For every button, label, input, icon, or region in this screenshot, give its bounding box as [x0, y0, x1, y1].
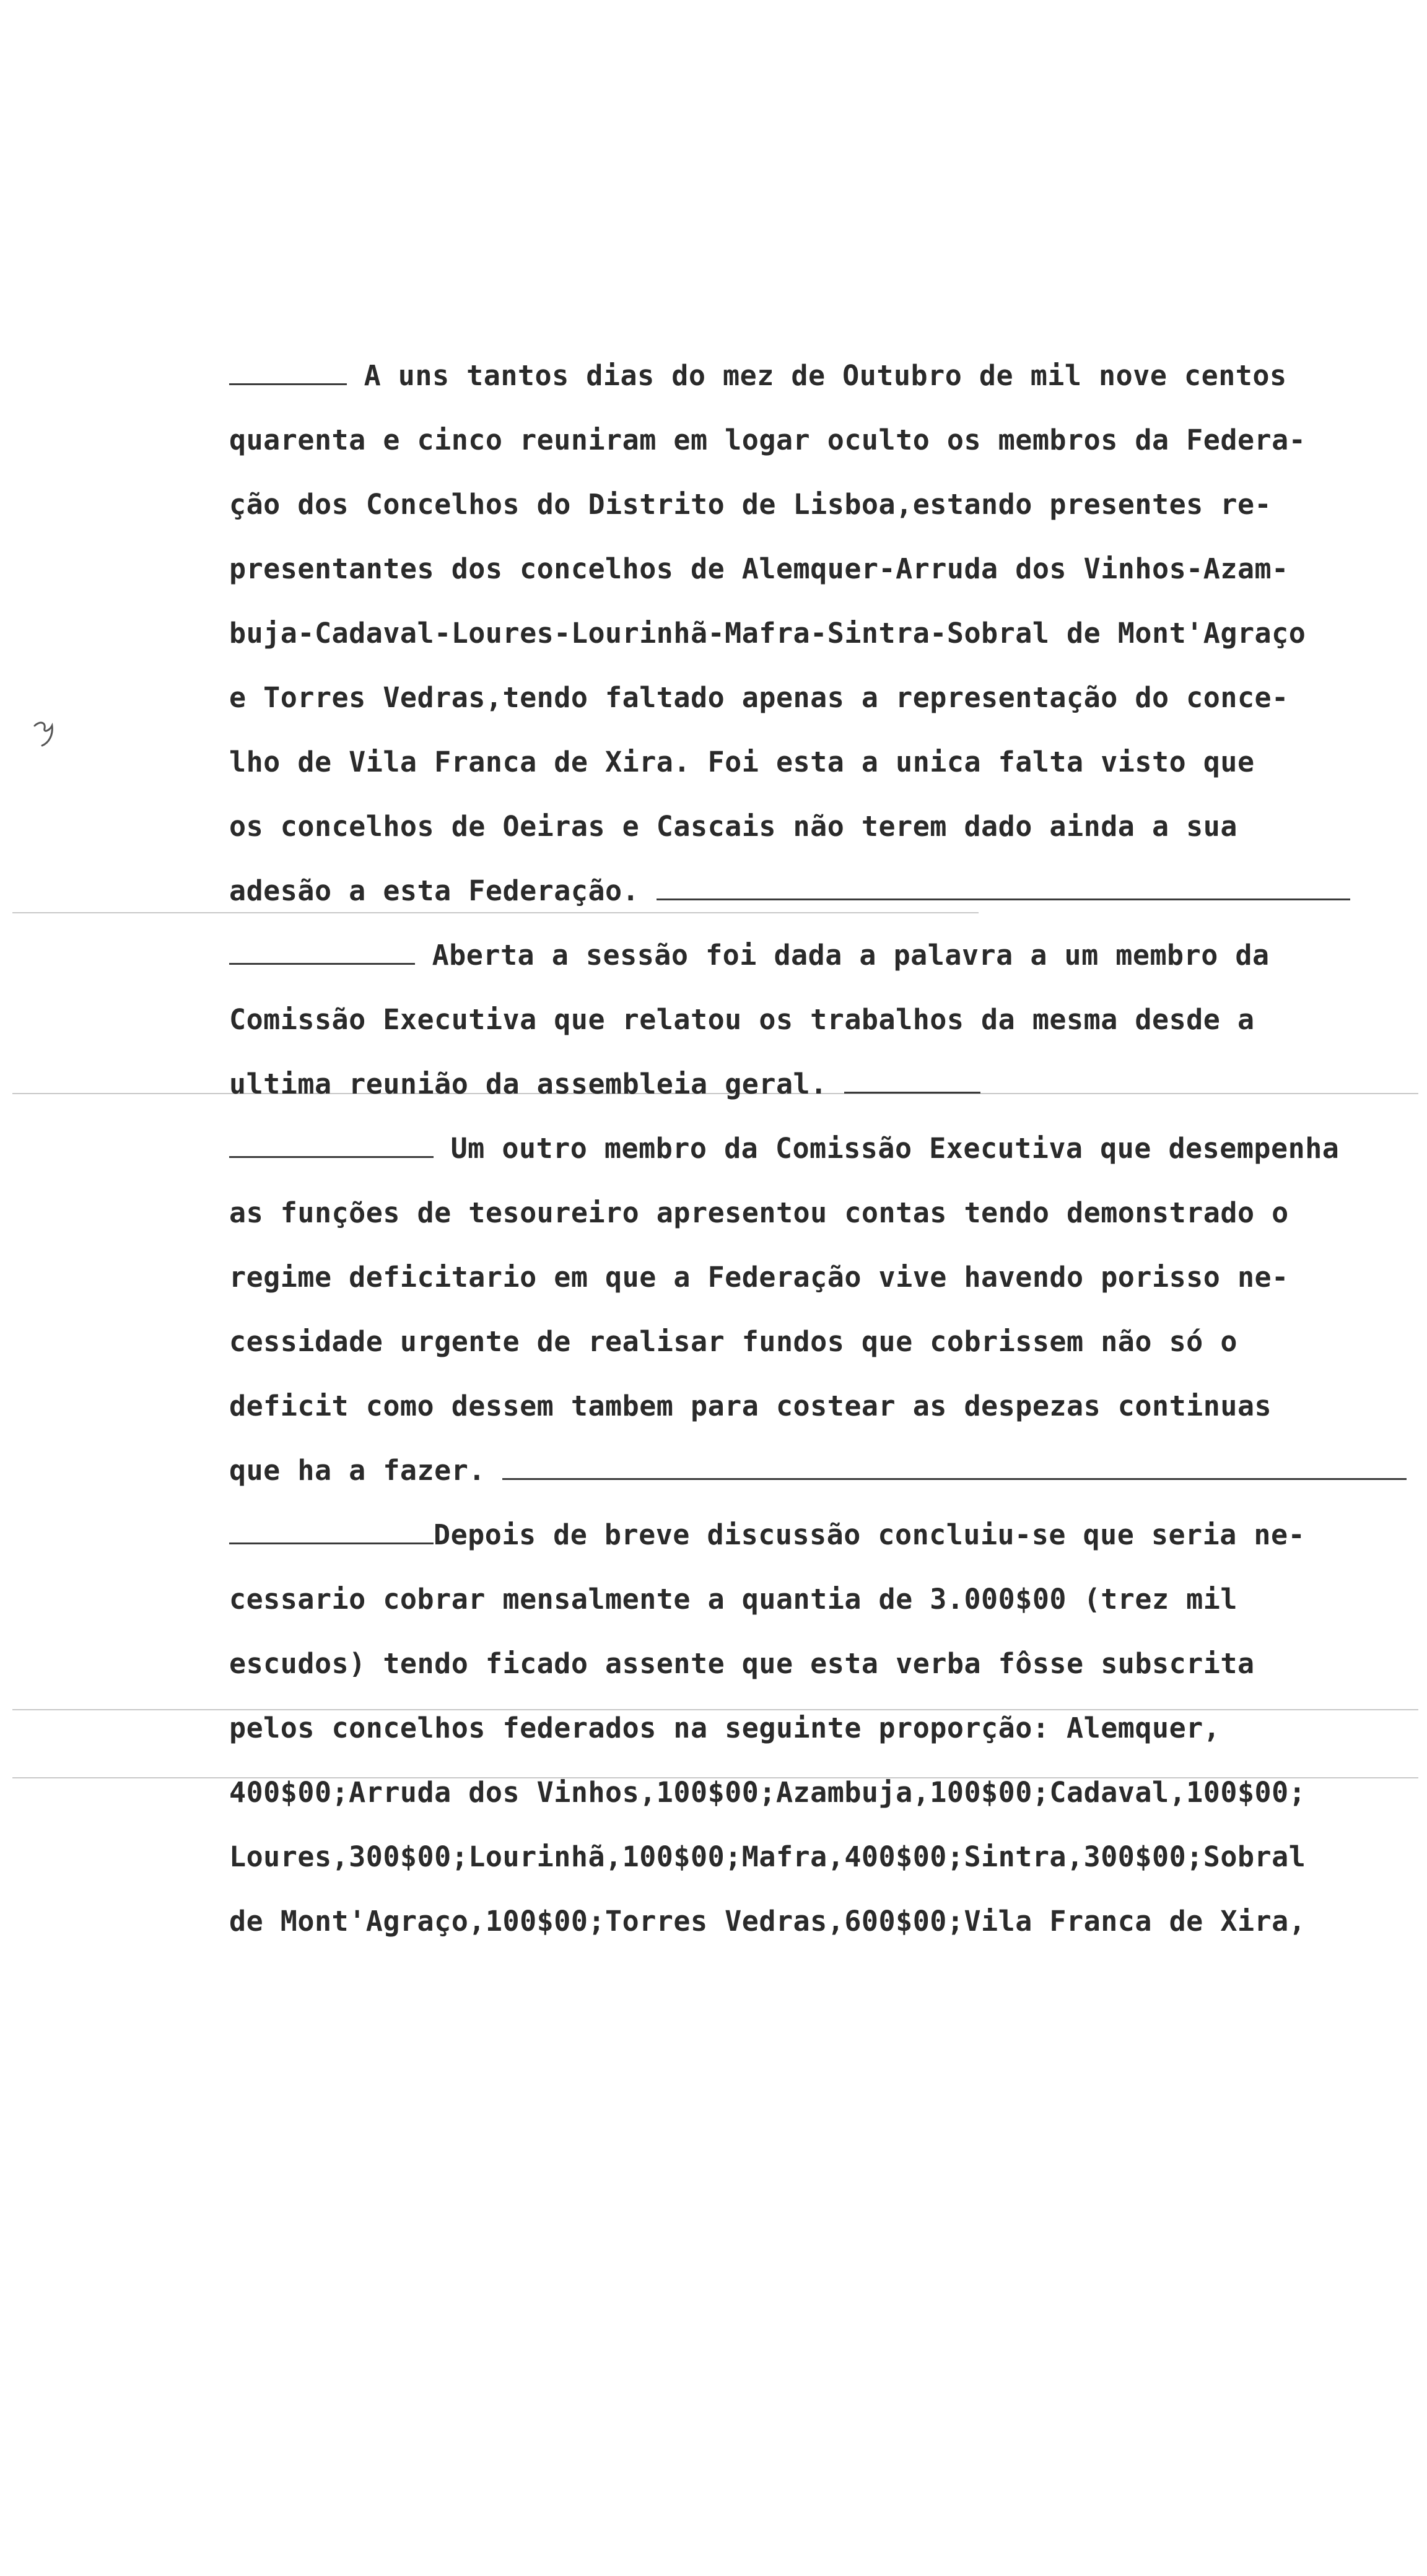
text-line: lho de Vila Franca de Xira. Foi esta a unica falta visto que [229, 746, 1255, 778]
text-line: 400$00;Arruda dos Vinhos,100$00;Azambuja,100$00;Cadaval,100$00; [229, 1776, 1306, 1809]
paragraph-indent-rule [229, 942, 415, 965]
text-line: as funções de tesoureiro apresentou contas tendo demonstrado o [229, 1196, 1289, 1229]
text-line [229, 1503, 1406, 1567]
text-line: e Torres Vedras,tendo faltado apenas a representação do conce- [229, 681, 1289, 714]
line-fill-rule [657, 877, 1350, 900]
text-line [229, 1052, 1406, 1116]
paragraph-indent-rule [229, 362, 347, 385]
text-line: regime deficitario em que a Federação vive havendo porisso ne- [229, 1261, 1289, 1294]
text-line [229, 344, 1406, 408]
text-line: cessario cobrar mensalmente a quantia de 3.000$00 (trez mil [229, 1583, 1237, 1616]
text-line-content: Aberta a sessão foi dada a palavra a um membro da [432, 939, 1270, 972]
text-line: buja-Cadaval-Loures-Lourinhã-Mafra-Sintra-Sobral de Mont'Agraço [229, 617, 1306, 650]
text-line [229, 923, 1406, 988]
text-line: Comissão Executiva que relatou os trabalhos da mesma desde a [229, 1003, 1255, 1036]
text-line-content: adesão a esta Federação. [229, 874, 640, 907]
text-line: cessidade urgente de realisar fundos que cobrissem não só o [229, 1325, 1237, 1358]
text-line-content: Depois de breve discussão concluiu-se que seria ne- [434, 1518, 1306, 1551]
line-fill-rule [844, 1071, 980, 1094]
text-line [229, 1438, 1406, 1503]
text-line: presentantes dos concelhos de Alemquer-Arruda dos Vinhos-Azam- [229, 552, 1289, 585]
text-line: quarenta e cinco reuniram em logar oculto os membros da Federa- [229, 424, 1306, 456]
text-line-content: ultima reunião da assembleia geral. [229, 1068, 827, 1100]
handwritten-margin-mark [31, 712, 68, 749]
typewritten-minutes [229, 344, 1406, 1954]
text-line: os concelhos de Oeiras e Cascais não terem dado ainda a sua [229, 810, 1237, 843]
text-line: Loures,300$00;Lourinhã,100$00;Mafra,400$00;Sintra,300$00;Sobral [229, 1840, 1306, 1873]
paragraph-indent-rule [229, 1135, 434, 1158]
paragraph-indent-rule [229, 1521, 434, 1544]
text-line: escudos) tendo ficado assente que esta verba fôsse subscrita [229, 1647, 1255, 1680]
text-line [229, 1116, 1406, 1181]
text-line: de Mont'Agraço,100$00;Torres Vedras,600$00;Vila Franca de Xira, [229, 1905, 1306, 1938]
text-line: pelos concelhos federados na seguinte proporção: Alemquer, [229, 1712, 1221, 1744]
line-fill-rule [502, 1457, 1407, 1480]
text-line: deficit como dessem tambem para costear as despezas continuas [229, 1390, 1272, 1422]
text-line-content: A uns tantos dias do mez de Outubro de mil nove centos [364, 359, 1287, 392]
text-line-content: que ha a fazer. [229, 1454, 486, 1487]
text-line-content: Um outro membro da Comissão Executiva que desempenha [450, 1132, 1340, 1165]
text-line [229, 859, 1406, 923]
text-line: ção dos Concelhos do Distrito de Lisboa,estando presentes re- [229, 488, 1272, 521]
